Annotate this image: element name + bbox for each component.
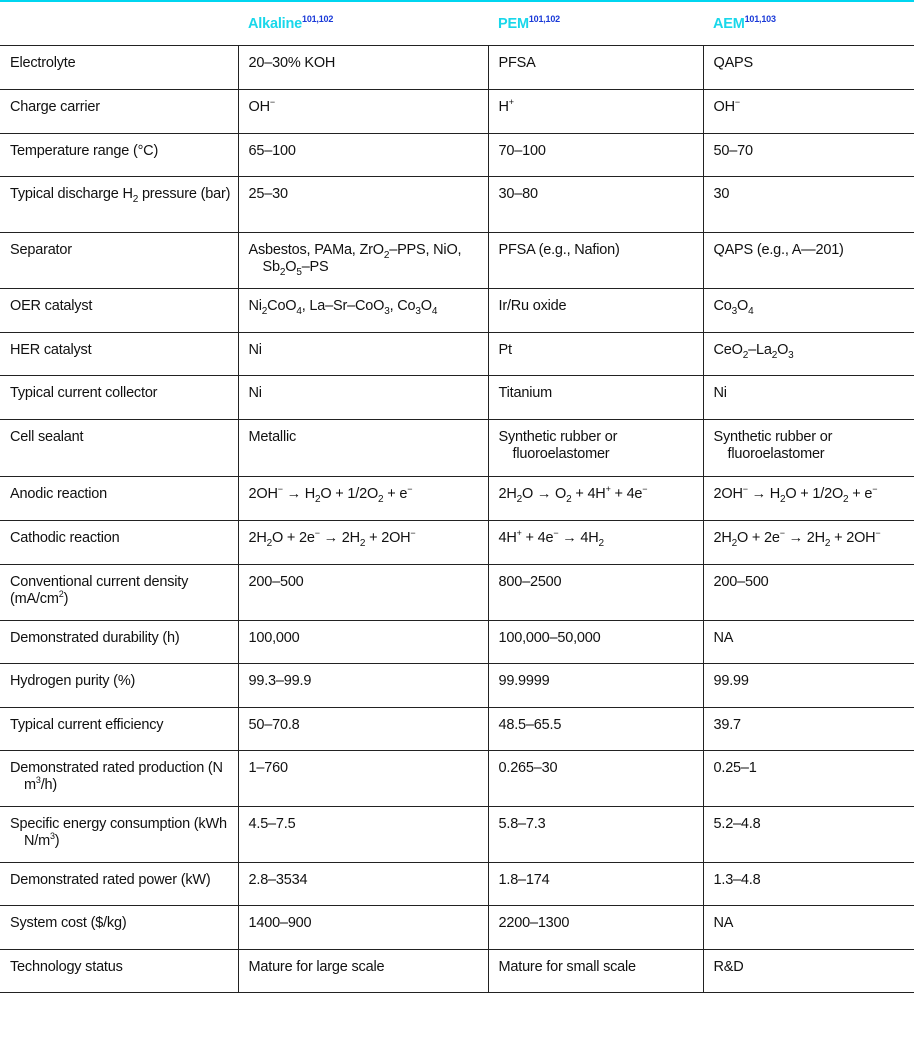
cell-pem: Mature for small scale: [488, 950, 703, 993]
cell-pem: 100,000–50,000: [488, 621, 703, 664]
cell-aem: 50–70: [703, 134, 914, 177]
row-label: OER catalyst: [0, 289, 238, 333]
cell-pem: 30–80: [488, 177, 703, 233]
cell-aem: $CeO_2-La_2O_3$: [703, 333, 914, 376]
cell-aem: 0.25–1: [703, 751, 914, 807]
table-row: [0, 807, 914, 863]
header-alkaline: [238, 3, 488, 46]
table-row: [0, 477, 914, 521]
cell-aem: NA: [703, 906, 914, 950]
table-row: [0, 906, 914, 950]
cell-alkaline: Mature for large scale: [238, 950, 488, 993]
cell-alkaline: 99.3–99.9: [238, 664, 488, 708]
electrolyzer-comparison-table: [0, 3, 914, 993]
row-label: Hydrogen purity (%): [0, 664, 238, 708]
cell-alkaline: Metallic: [238, 420, 488, 477]
table-row: [0, 90, 914, 134]
row-label: Demonstrated rated power (kW): [0, 863, 238, 906]
cell-alkaline: 4.5–7.5: [238, 807, 488, 863]
table-row: [0, 134, 914, 177]
row-label: Demonstrated durability (h): [0, 621, 238, 664]
row-label: Typical discharge $H_2$ pressure (bar): [0, 177, 238, 233]
cell-aem: $2H_2O + 2e^- \to 2H_2 + 2OH^-$: [703, 521, 914, 565]
table-row: [0, 863, 914, 906]
header-corner: [0, 3, 238, 46]
cell-pem: $2H_2O \to O_2 + 4H^+ + 4e^-$: [488, 477, 703, 521]
cell-aem: 30: [703, 177, 914, 233]
cell-alkaline: 1–760: [238, 751, 488, 807]
cell-aem: Ni: [703, 376, 914, 420]
cell-pem: 0.265–30: [488, 751, 703, 807]
table-row: [0, 177, 914, 233]
header-aem-label: AEM: [713, 15, 745, 32]
cell-pem: Titanium: [488, 376, 703, 420]
table-row: [0, 751, 914, 807]
cell-alkaline: 65–100: [238, 134, 488, 177]
cell-pem: 1.8–174: [488, 863, 703, 906]
cell-alkaline: Ni: [238, 333, 488, 376]
header-pem: [488, 3, 703, 46]
header-row: [0, 3, 914, 46]
table-row: [0, 664, 914, 708]
cell-alkaline: Ni: [238, 376, 488, 420]
cell-pem: 800–2500: [488, 565, 703, 621]
row-label: Typical current collector: [0, 376, 238, 420]
cell-aem: $2OH^- \to H_2O + 1/2O_2 + e^-$: [703, 477, 914, 521]
cell-pem: Pt: [488, 333, 703, 376]
header-alkaline-ref[interactable]: 101,102: [302, 13, 334, 24]
cell-aem: 99.99: [703, 664, 914, 708]
header-aem: [703, 3, 914, 46]
cell-pem: $4H^+ + 4e^- \to 4H_2$: [488, 521, 703, 565]
cell-pem: H+: [488, 90, 703, 134]
header-pem-label: PEM: [498, 15, 529, 32]
row-label: Demonstrated rated production (N $m^3/h$): [0, 751, 238, 807]
table-row: [0, 565, 914, 621]
header-alkaline-label: Alkaline: [248, 15, 303, 32]
row-label: System cost ($/kg): [0, 906, 238, 950]
cell-pem: Synthetic rubber or fluoroelastomer: [488, 420, 703, 477]
table-row: [0, 950, 914, 993]
table-row: [0, 289, 914, 333]
table-row: [0, 233, 914, 289]
row-label: Typical current efficiency: [0, 708, 238, 751]
row-label: Electrolyte: [0, 46, 238, 90]
header-pem-ref[interactable]: 101,102: [528, 13, 560, 24]
cell-alkaline: 50–70.8: [238, 708, 488, 751]
table-row: [0, 521, 914, 565]
cell-alkaline: 200–500: [238, 565, 488, 621]
row-label: Anodic reaction: [0, 477, 238, 521]
cell-aem: 39.7: [703, 708, 914, 751]
table-row: [0, 333, 914, 376]
cell-alkaline: 100,000: [238, 621, 488, 664]
cell-aem: NA: [703, 621, 914, 664]
cell-alkaline: Asbestos, PAMa, ZrO$_2$–PPS, NiO, $Sb_2O_5-PS$: [238, 233, 488, 289]
cell-alkaline: $2OH^- \to H_2O + 1/2O_2 + e^-$: [238, 477, 488, 521]
row-label: Conventional current density $(mA/cm^2)$: [0, 565, 238, 621]
row-label: HER catalyst: [0, 333, 238, 376]
cell-aem: 200–500: [703, 565, 914, 621]
cell-alkaline: OH−: [238, 90, 488, 134]
row-label: Temperature range (°C): [0, 134, 238, 177]
cell-aem: Synthetic rubber or fluoroelastomer: [703, 420, 914, 477]
cell-pem: PFSA: [488, 46, 703, 90]
cell-aem: QAPS (e.g., A—201): [703, 233, 914, 289]
table-row: [0, 46, 914, 90]
cell-pem: 70–100: [488, 134, 703, 177]
cell-aem: QAPS: [703, 46, 914, 90]
cell-aem: R&D: [703, 950, 914, 993]
cell-alkaline: 2.8–3534: [238, 863, 488, 906]
cell-pem: 2200–1300: [488, 906, 703, 950]
header-aem-ref[interactable]: 101,103: [744, 13, 776, 24]
cell-alkaline: 25–30: [238, 177, 488, 233]
cell-alkaline: $2H_2O + 2e^- \to 2H_2 + 2OH^-$: [238, 521, 488, 565]
table-row: [0, 708, 914, 751]
row-label: Specific energy consumption (kWh $N/m^3$): [0, 807, 238, 863]
row-label: Charge carrier: [0, 90, 238, 134]
table-row: [0, 420, 914, 477]
cell-alkaline: 20–30% KOH: [238, 46, 488, 90]
cell-aem: OH−: [703, 90, 914, 134]
cell-aem: $Co_3O_4$: [703, 289, 914, 333]
cell-pem: 5.8–7.3: [488, 807, 703, 863]
cell-alkaline: $Ni_2CoO_4$, La–Sr–CoO$_3$, $Co_3O_4$: [238, 289, 488, 333]
row-label: Cathodic reaction: [0, 521, 238, 565]
cell-pem: Ir/Ru oxide: [488, 289, 703, 333]
row-label: Cell sealant: [0, 420, 238, 477]
cell-pem: PFSA (e.g., Nafion): [488, 233, 703, 289]
cell-pem: 48.5–65.5: [488, 708, 703, 751]
cell-aem: 1.3–4.8: [703, 863, 914, 906]
row-label: Technology status: [0, 950, 238, 993]
table-row: [0, 621, 914, 664]
top-rule: [0, 0, 914, 2]
row-label: Separator: [0, 233, 238, 289]
cell-alkaline: 1400–900: [238, 906, 488, 950]
cell-aem: 5.2–4.8: [703, 807, 914, 863]
table-row: [0, 376, 914, 420]
cell-pem: 99.9999: [488, 664, 703, 708]
